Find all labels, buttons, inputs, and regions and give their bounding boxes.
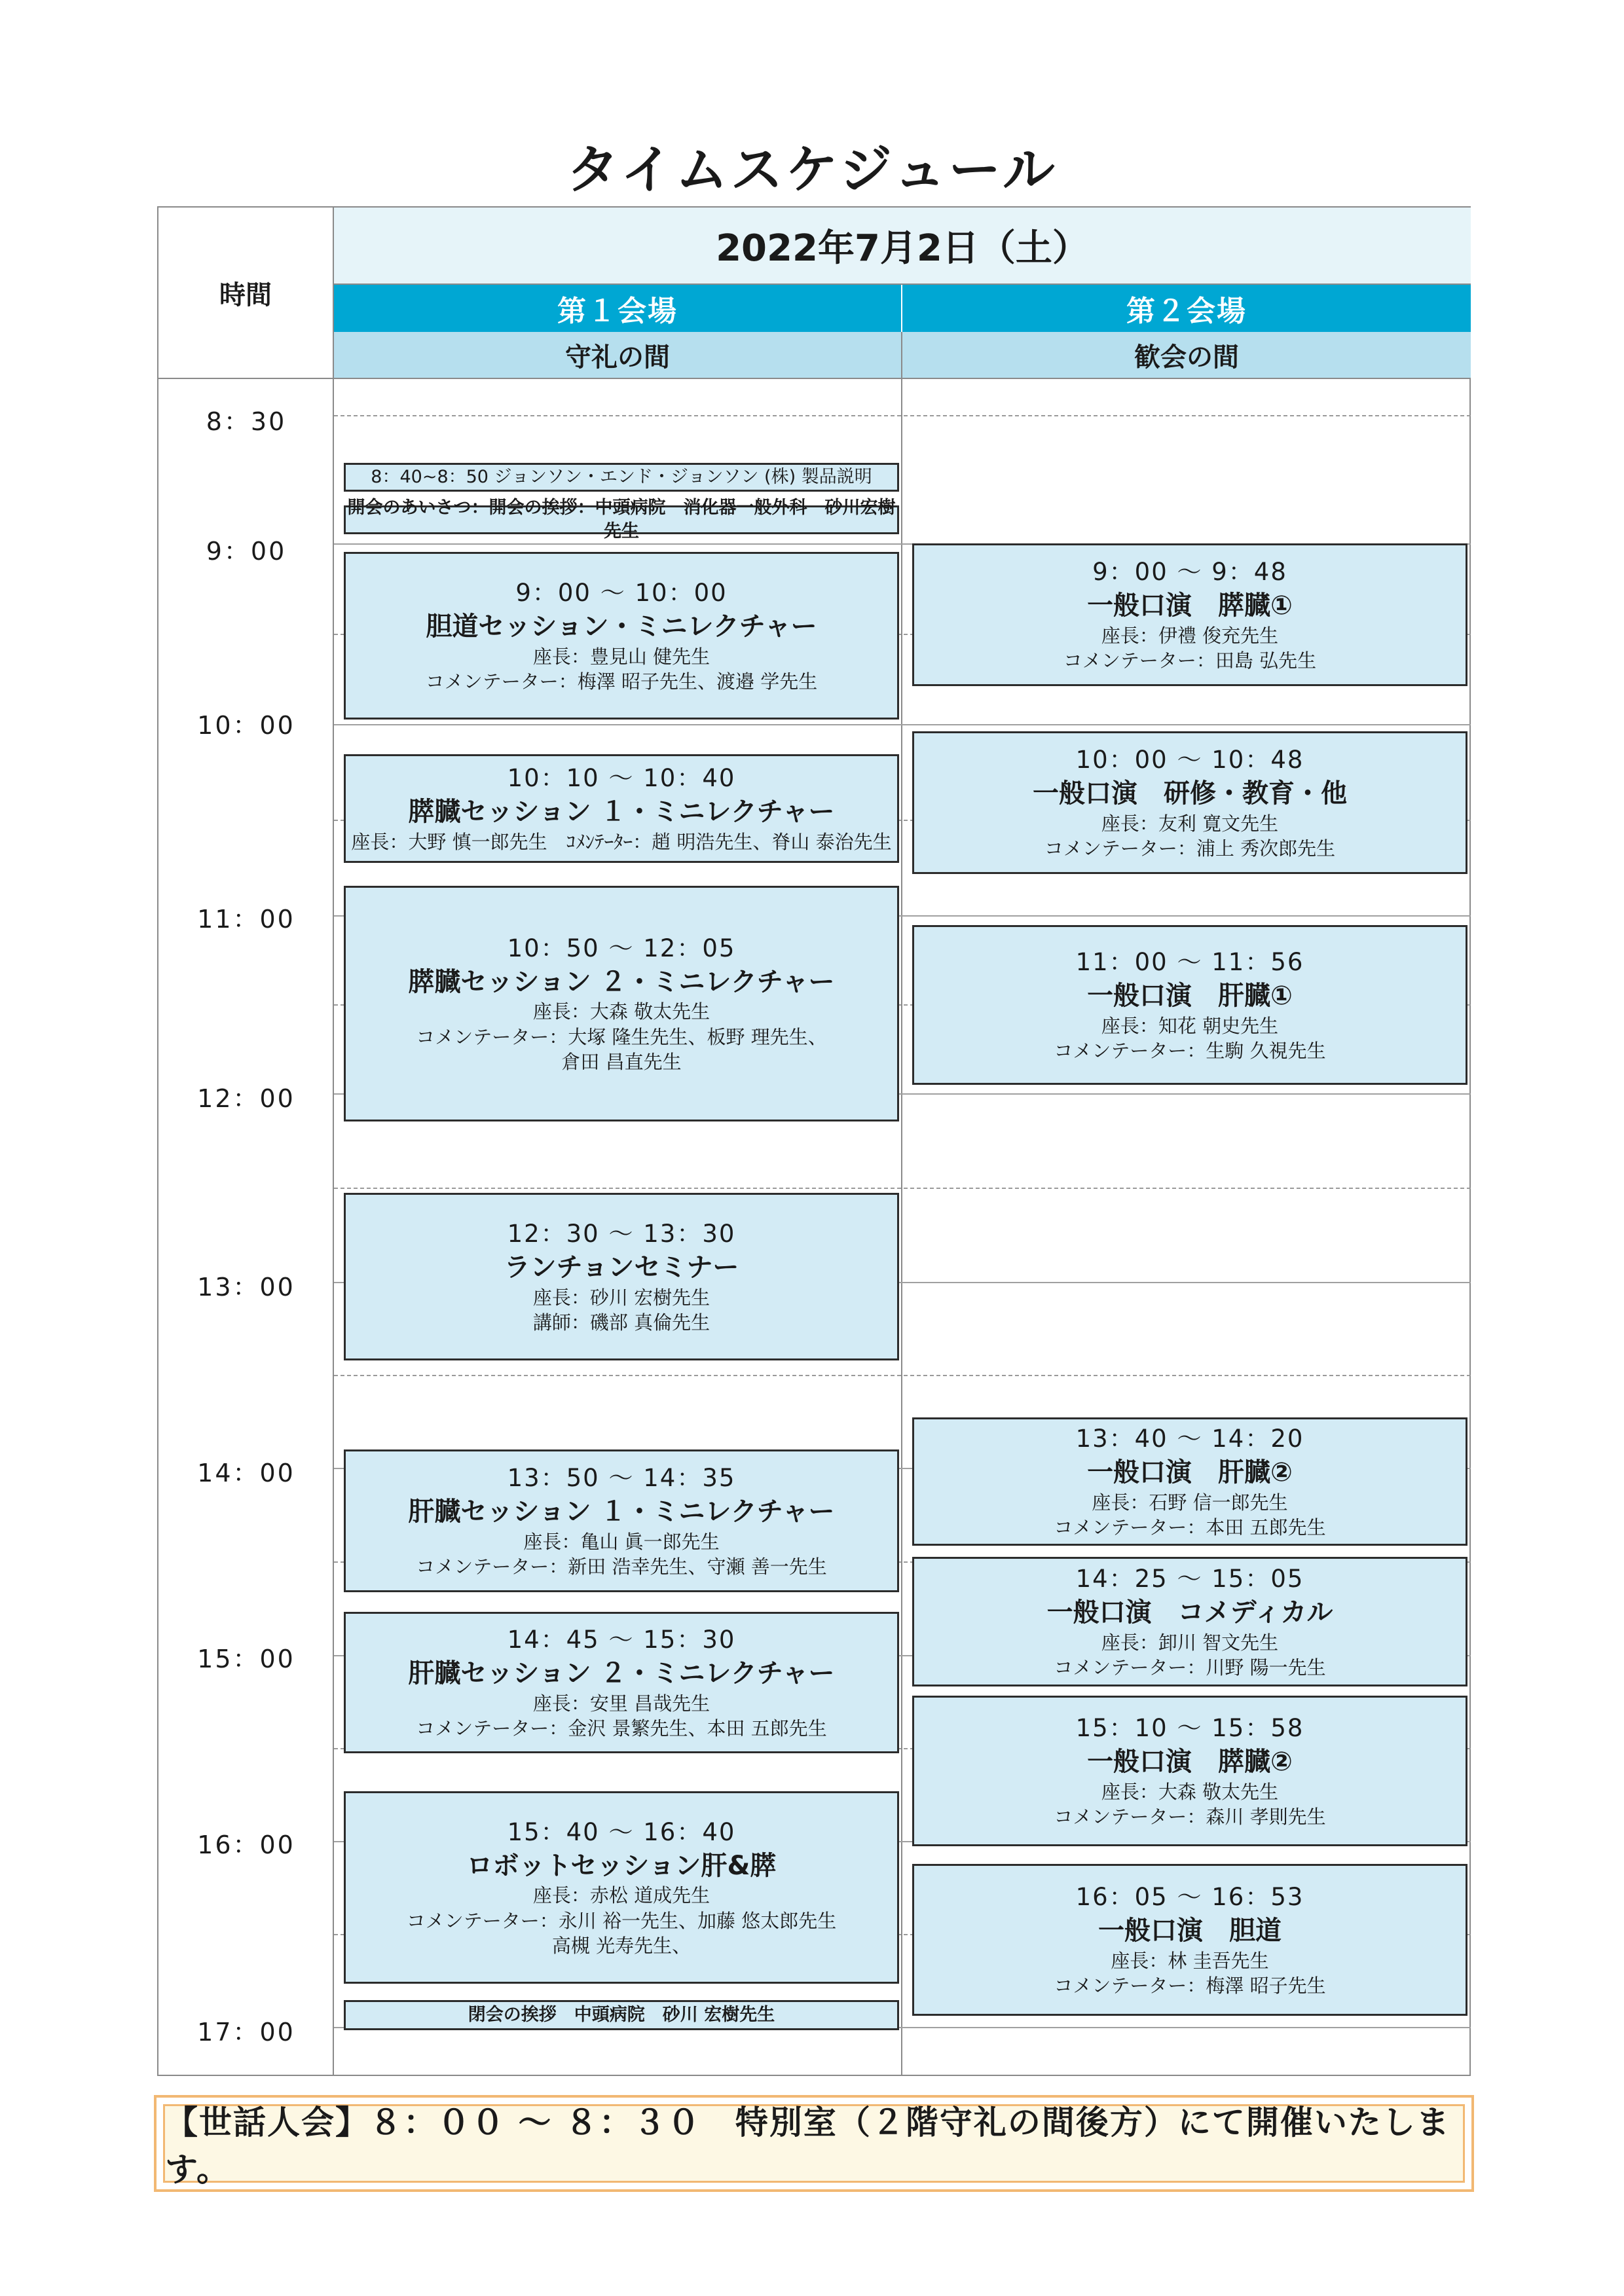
- session-name: 一般口演 肝臓①: [1087, 980, 1293, 1011]
- session-card: [344, 1193, 899, 1360]
- session-time: 13：40 ～ 14：20: [1075, 1424, 1304, 1453]
- session-name: 一般口演 研修・教育・他: [1033, 778, 1347, 809]
- session-card: [912, 1557, 1467, 1686]
- page-title: タイムスケジュール: [566, 139, 1058, 200]
- product-briefing-bar: [344, 463, 899, 492]
- session-card: [912, 1864, 1467, 2016]
- session-name: ロボットセッション肝&膵: [466, 1850, 777, 1881]
- time-label: 10：00: [197, 711, 295, 740]
- session-card: [344, 552, 899, 720]
- time-label: 12：00: [197, 1084, 295, 1113]
- session-name: 一般口演 コメディカル: [1046, 1597, 1333, 1628]
- session-name: 膵臓セッション １・ミニレクチャー: [408, 796, 835, 827]
- session-card: [912, 1696, 1467, 1846]
- session-name: 胆道セッション・ミニレクチャー: [426, 611, 817, 642]
- grid-line: [334, 724, 1471, 725]
- closing-remarks-bar: [344, 2000, 899, 2030]
- session-time: 15：10 ～ 15：58: [1075, 1713, 1304, 1742]
- session-time: 9：00 ～ 10：00: [515, 578, 728, 607]
- session-commentator: コメンテーター：森川 孝則先生: [1054, 1805, 1326, 1828]
- session-commentator: コメンテーター：田島 弘先生: [1063, 649, 1317, 672]
- session-chair: 座長：知花 朝史先生: [1101, 1014, 1279, 1037]
- session-card: [912, 731, 1467, 874]
- session-name: 肝臓セッション ２・ミニレクチャー: [408, 1658, 835, 1688]
- session-commentator: コメンテーター：金沢 景繁先生、本田 五郎先生: [416, 1717, 827, 1740]
- session-name: 膵臓セッション ２・ミニレクチャー: [408, 966, 835, 997]
- session-name: 一般口演 膵臓①: [1087, 590, 1293, 621]
- session-name: 肝臓セッション １・ミニレクチャー: [408, 1496, 835, 1527]
- session-name: 一般口演 肝臓②: [1087, 1457, 1293, 1487]
- session-chair: 座長：安里 昌哉先生: [532, 1692, 710, 1715]
- session-time: 15：40 ～ 16：40: [507, 1817, 736, 1846]
- session-commentator: コメンテーター：永川 裕一先生、加藤 悠太郎先生: [406, 1909, 837, 1932]
- grid-line: [334, 415, 1471, 416]
- time-label: 8：30: [206, 407, 287, 436]
- session-card: [912, 925, 1467, 1085]
- venue1-room: 守礼の間: [334, 332, 902, 379]
- grid-line: [334, 1188, 1471, 1189]
- time-label: 9：00: [206, 537, 287, 566]
- session-name: ランチョンセミナー: [504, 1252, 739, 1283]
- session-time: 16：05 ～ 16：53: [1075, 1882, 1304, 1911]
- session-time: 10：50 ～ 12：05: [507, 934, 736, 962]
- time-label: 15：00: [197, 1645, 295, 1673]
- session-name: 一般口演 膵臓②: [1087, 1746, 1293, 1777]
- session-commentator: コメンテーター：大塚 隆生先生、板野 理先生、: [416, 1025, 827, 1048]
- session-chair: 座長：林 圭吾先生: [1111, 1949, 1269, 1972]
- time-label: 11：00: [197, 905, 295, 934]
- session-card: [344, 1449, 899, 1592]
- session-line: 開会のあいさつ：開会の挨拶：中頭病院 消化器一般外科 砂川宏樹先生: [347, 498, 896, 541]
- session-time: 14：45 ～ 15：30: [507, 1625, 736, 1654]
- session-chair: 座長：伊禮 俊充先生: [1101, 624, 1279, 647]
- session-commentator: コメンテーター：梅澤 昭子先生、渡邉 学先生: [425, 670, 818, 693]
- time-label: 13：00: [197, 1273, 295, 1302]
- session-time: 11：00 ～ 11：56: [1075, 947, 1304, 976]
- session-commentator: コメンテーター：梅澤 昭子先生: [1054, 1974, 1326, 1997]
- session-time: 9：00 ～ 9：48: [1092, 557, 1287, 586]
- session-card: [344, 1612, 899, 1753]
- time-label: 17：00: [197, 2018, 295, 2047]
- time-label: 14：00: [197, 1459, 295, 1487]
- session-chair: 座長：大野 慎一郎先生 ｺﾒﾝﾃｰﾀｰ：趙 明浩先生、脊山 泰治先生: [351, 830, 892, 853]
- time-column-header: 時間: [158, 208, 334, 379]
- session-commentator: コメンテーター：本田 五郎先生: [1054, 1516, 1326, 1539]
- session-commentator: コメンテーター：浦上 秀次郎先生: [1044, 837, 1336, 860]
- session-commentator: 高槻 光寿先生、: [551, 1934, 692, 1957]
- session-card: [344, 886, 899, 1121]
- session-commentator: コメンテーター：川野 陽一先生: [1054, 1656, 1326, 1679]
- session-commentator: 倉田 昌直先生: [561, 1050, 682, 1073]
- session-card: [344, 1791, 899, 1984]
- session-time: 10：00 ～ 10：48: [1075, 745, 1304, 774]
- venue2-header: 第２会場: [902, 285, 1471, 332]
- session-line: 8：40~8：50 ジョンソン・エンド・ジョンソン (株) 製品説明: [371, 467, 872, 488]
- venue1-header: 第１会場: [334, 285, 902, 332]
- schedule-table: [157, 206, 1471, 2076]
- session-time: 10：10 ～ 10：40: [507, 764, 736, 793]
- session-time: 12：30 ～ 13：30: [507, 1219, 736, 1248]
- session-chair: 座長：卸川 智文先生: [1101, 1631, 1279, 1654]
- session-chair: 座長：赤松 道成先生: [532, 1884, 710, 1907]
- session-chair: 座長：亀山 眞一郎先生: [523, 1530, 720, 1553]
- session-chair: 座長：石野 信一郎先生: [1092, 1491, 1288, 1514]
- session-name: 一般口演 胆道: [1098, 1915, 1282, 1946]
- notice-text: 【世話人会】８：００ ～ ８：３０ 特別室（２階守礼の間後方）にて開催いたします。: [163, 2104, 1465, 2183]
- session-card: [912, 1417, 1467, 1546]
- session-card: [344, 754, 899, 863]
- grid-line: [334, 1375, 1471, 1376]
- organizer-meeting-notice: [154, 2095, 1474, 2192]
- session-commentator: コメンテーター：生駒 久視先生: [1054, 1039, 1326, 1062]
- session-chair: 座長：友利 寛文先生: [1101, 812, 1279, 835]
- session-chair: 座長：大森 敬太先生: [1101, 1780, 1279, 1803]
- session-chair: 座長：砂川 宏樹先生: [532, 1286, 710, 1309]
- session-chair: 座長：豊見山 健先生: [532, 645, 710, 668]
- time-label: 16：00: [197, 1831, 295, 1859]
- venue2-room: 歓会の間: [902, 332, 1471, 379]
- opening-remarks-bar: [344, 498, 899, 541]
- date-header: 2022年7月2日（土）: [334, 208, 1471, 285]
- session-line: 閉会の挨拶 中頭病院 砂川 宏樹先生: [468, 2005, 775, 2026]
- session-card: [912, 543, 1467, 686]
- session-commentator: コメンテーター：新田 浩幸先生、守瀬 善一先生: [416, 1555, 827, 1578]
- session-time: 14：25 ～ 15：05: [1075, 1564, 1304, 1593]
- session-lecturer: 講師：磯部 真倫先生: [532, 1311, 710, 1334]
- session-time: 13：50 ～ 14：35: [507, 1463, 736, 1492]
- session-chair: 座長：大森 敬太先生: [532, 1000, 710, 1023]
